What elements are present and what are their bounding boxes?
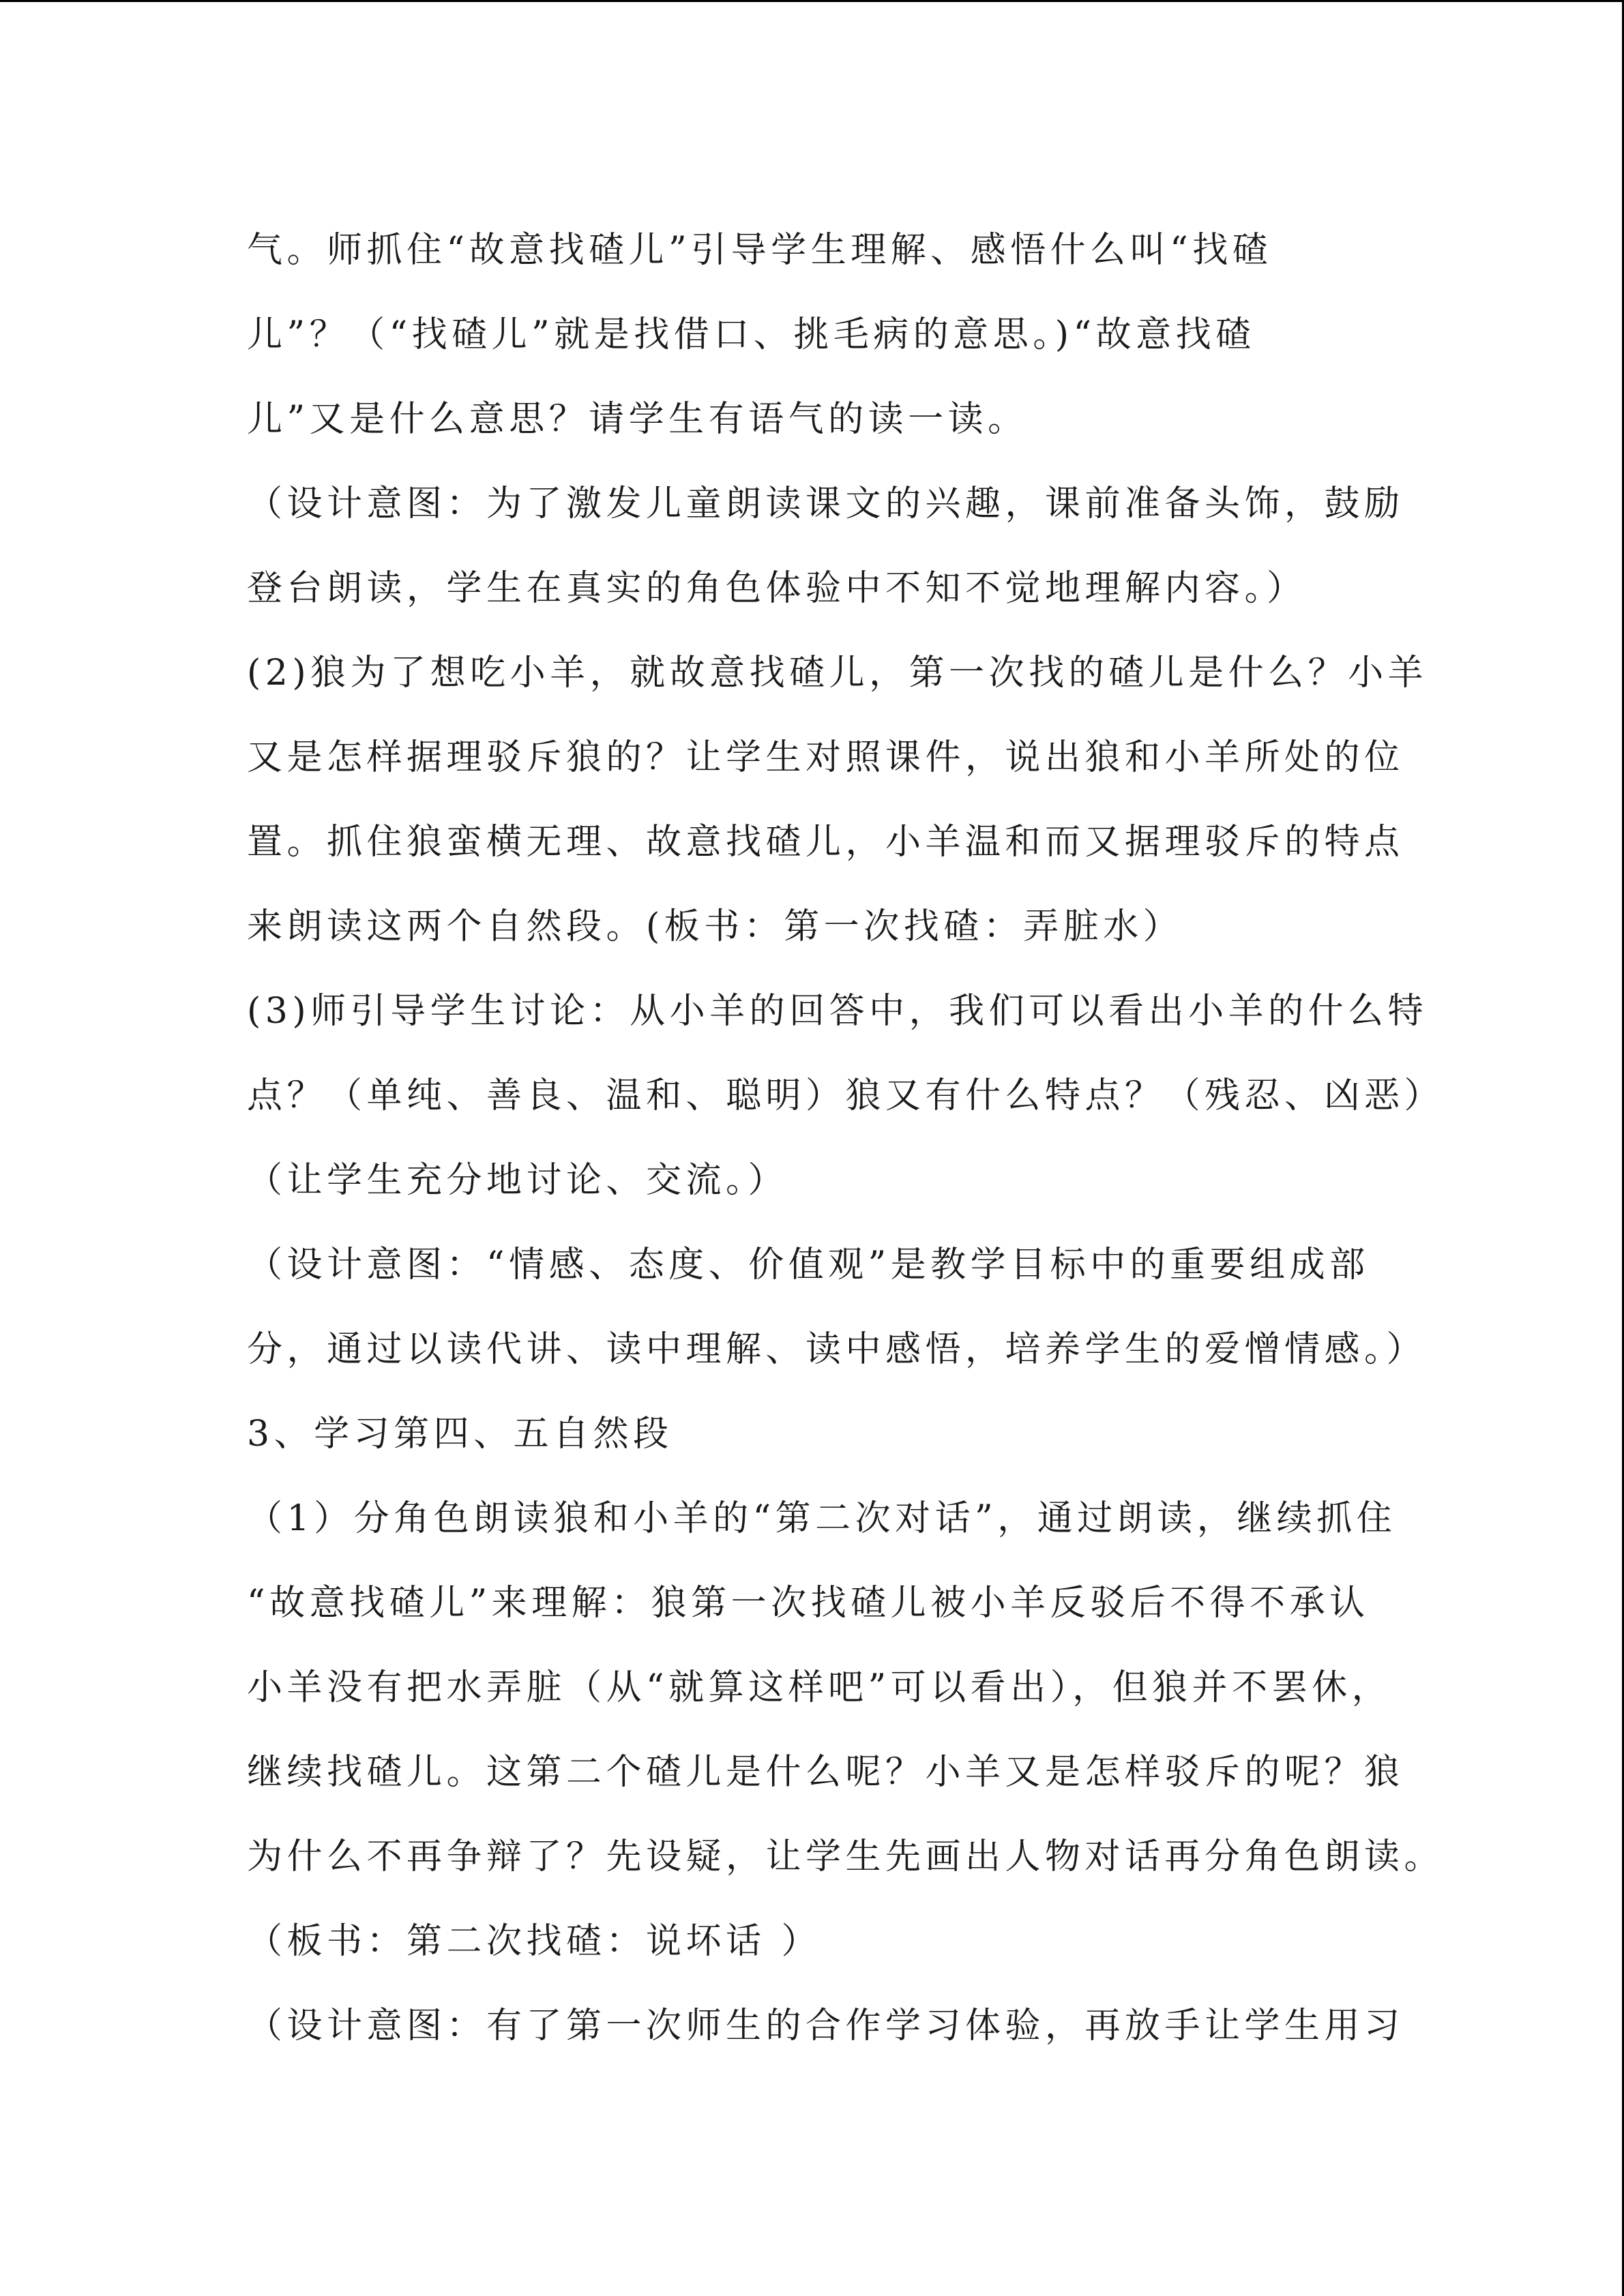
text-line: (2)狼为了想吃小羊，就故意找碴儿，第一次找的碴儿是什么？小羊	[247, 653, 1428, 694]
document-body	[247, 208, 1445, 2068]
text-line: 继续找碴儿。这第二个碴儿是什么呢？小羊又是怎样驳斥的呢？狼	[247, 1752, 1404, 1793]
text-line: （设计意图：为了激发儿童朗读课文的兴趣，课前准备头饰，鼓励	[247, 483, 1404, 524]
text-line: 气。师抓住“故意找碴儿”引导学生理解、感悟什么叫“找碴	[247, 230, 1273, 271]
text-line: 置。抓住狼蛮横无理、故意找碴儿，小羊温和而又据理驳斥的特点	[247, 822, 1404, 863]
text-line: 分，通过以读代讲、读中理解、读中感悟，培养学生的爱憎情感。）	[247, 1329, 1427, 1370]
text-line: （1）分角色朗读狼和小羊的“第二次对话”，通过朗读，继续抓住	[247, 1498, 1397, 1539]
text-line: 为什么不再争辩了？先设疑，让学生先画出人物对话再分角色朗读。	[247, 1836, 1445, 1877]
text-line: 小羊没有把水弄脏（从“就算这样吧”可以看出），但狼并不罢休，	[247, 1667, 1392, 1708]
page-top-border	[0, 0, 1624, 2]
text-line: 来朗读这两个自然段。(板书：第一次找碴：弄脏水）	[247, 906, 1183, 947]
text-line: （设计意图：“情感、态度、价值观”是教学目标中的重要组成部	[247, 1244, 1370, 1285]
text-line: 又是怎样据理驳斥狼的？让学生对照课件，说出狼和小羊所处的位	[247, 737, 1404, 778]
text-line: (3)师引导学生讨论：从小羊的回答中，我们可以看出小羊的什么特	[247, 991, 1428, 1032]
section-heading: 3、学习第四、五自然段	[247, 1414, 673, 1455]
text-line: （让学生充分地讨论、交流。）	[247, 1160, 788, 1201]
text-line: （板书：第二次找碴：说坏话 ）	[247, 1921, 822, 1962]
text-line: 点？（单纯、善良、温和、聪明）狼又有什么特点？（残忍、凶恶）	[247, 1075, 1445, 1116]
text-line: 儿”又是什么意思？请学生有语气的读一读。	[247, 399, 1028, 440]
text-line: 登台朗读，学生在真实的角色体验中不知不觉地理解内容。）	[247, 568, 1307, 609]
text-line: “故意找碴儿”来理解：狼第一次找碴儿被小羊反驳后不得不承认	[247, 1583, 1370, 1624]
text-line: （设计意图：有了第一次师生的合作学习体验，再放手让学生用习	[247, 2006, 1404, 2046]
text-line: 儿”？（“找碴儿”就是找借口、挑毛病的意思。)“故意找碴	[247, 314, 1256, 355]
